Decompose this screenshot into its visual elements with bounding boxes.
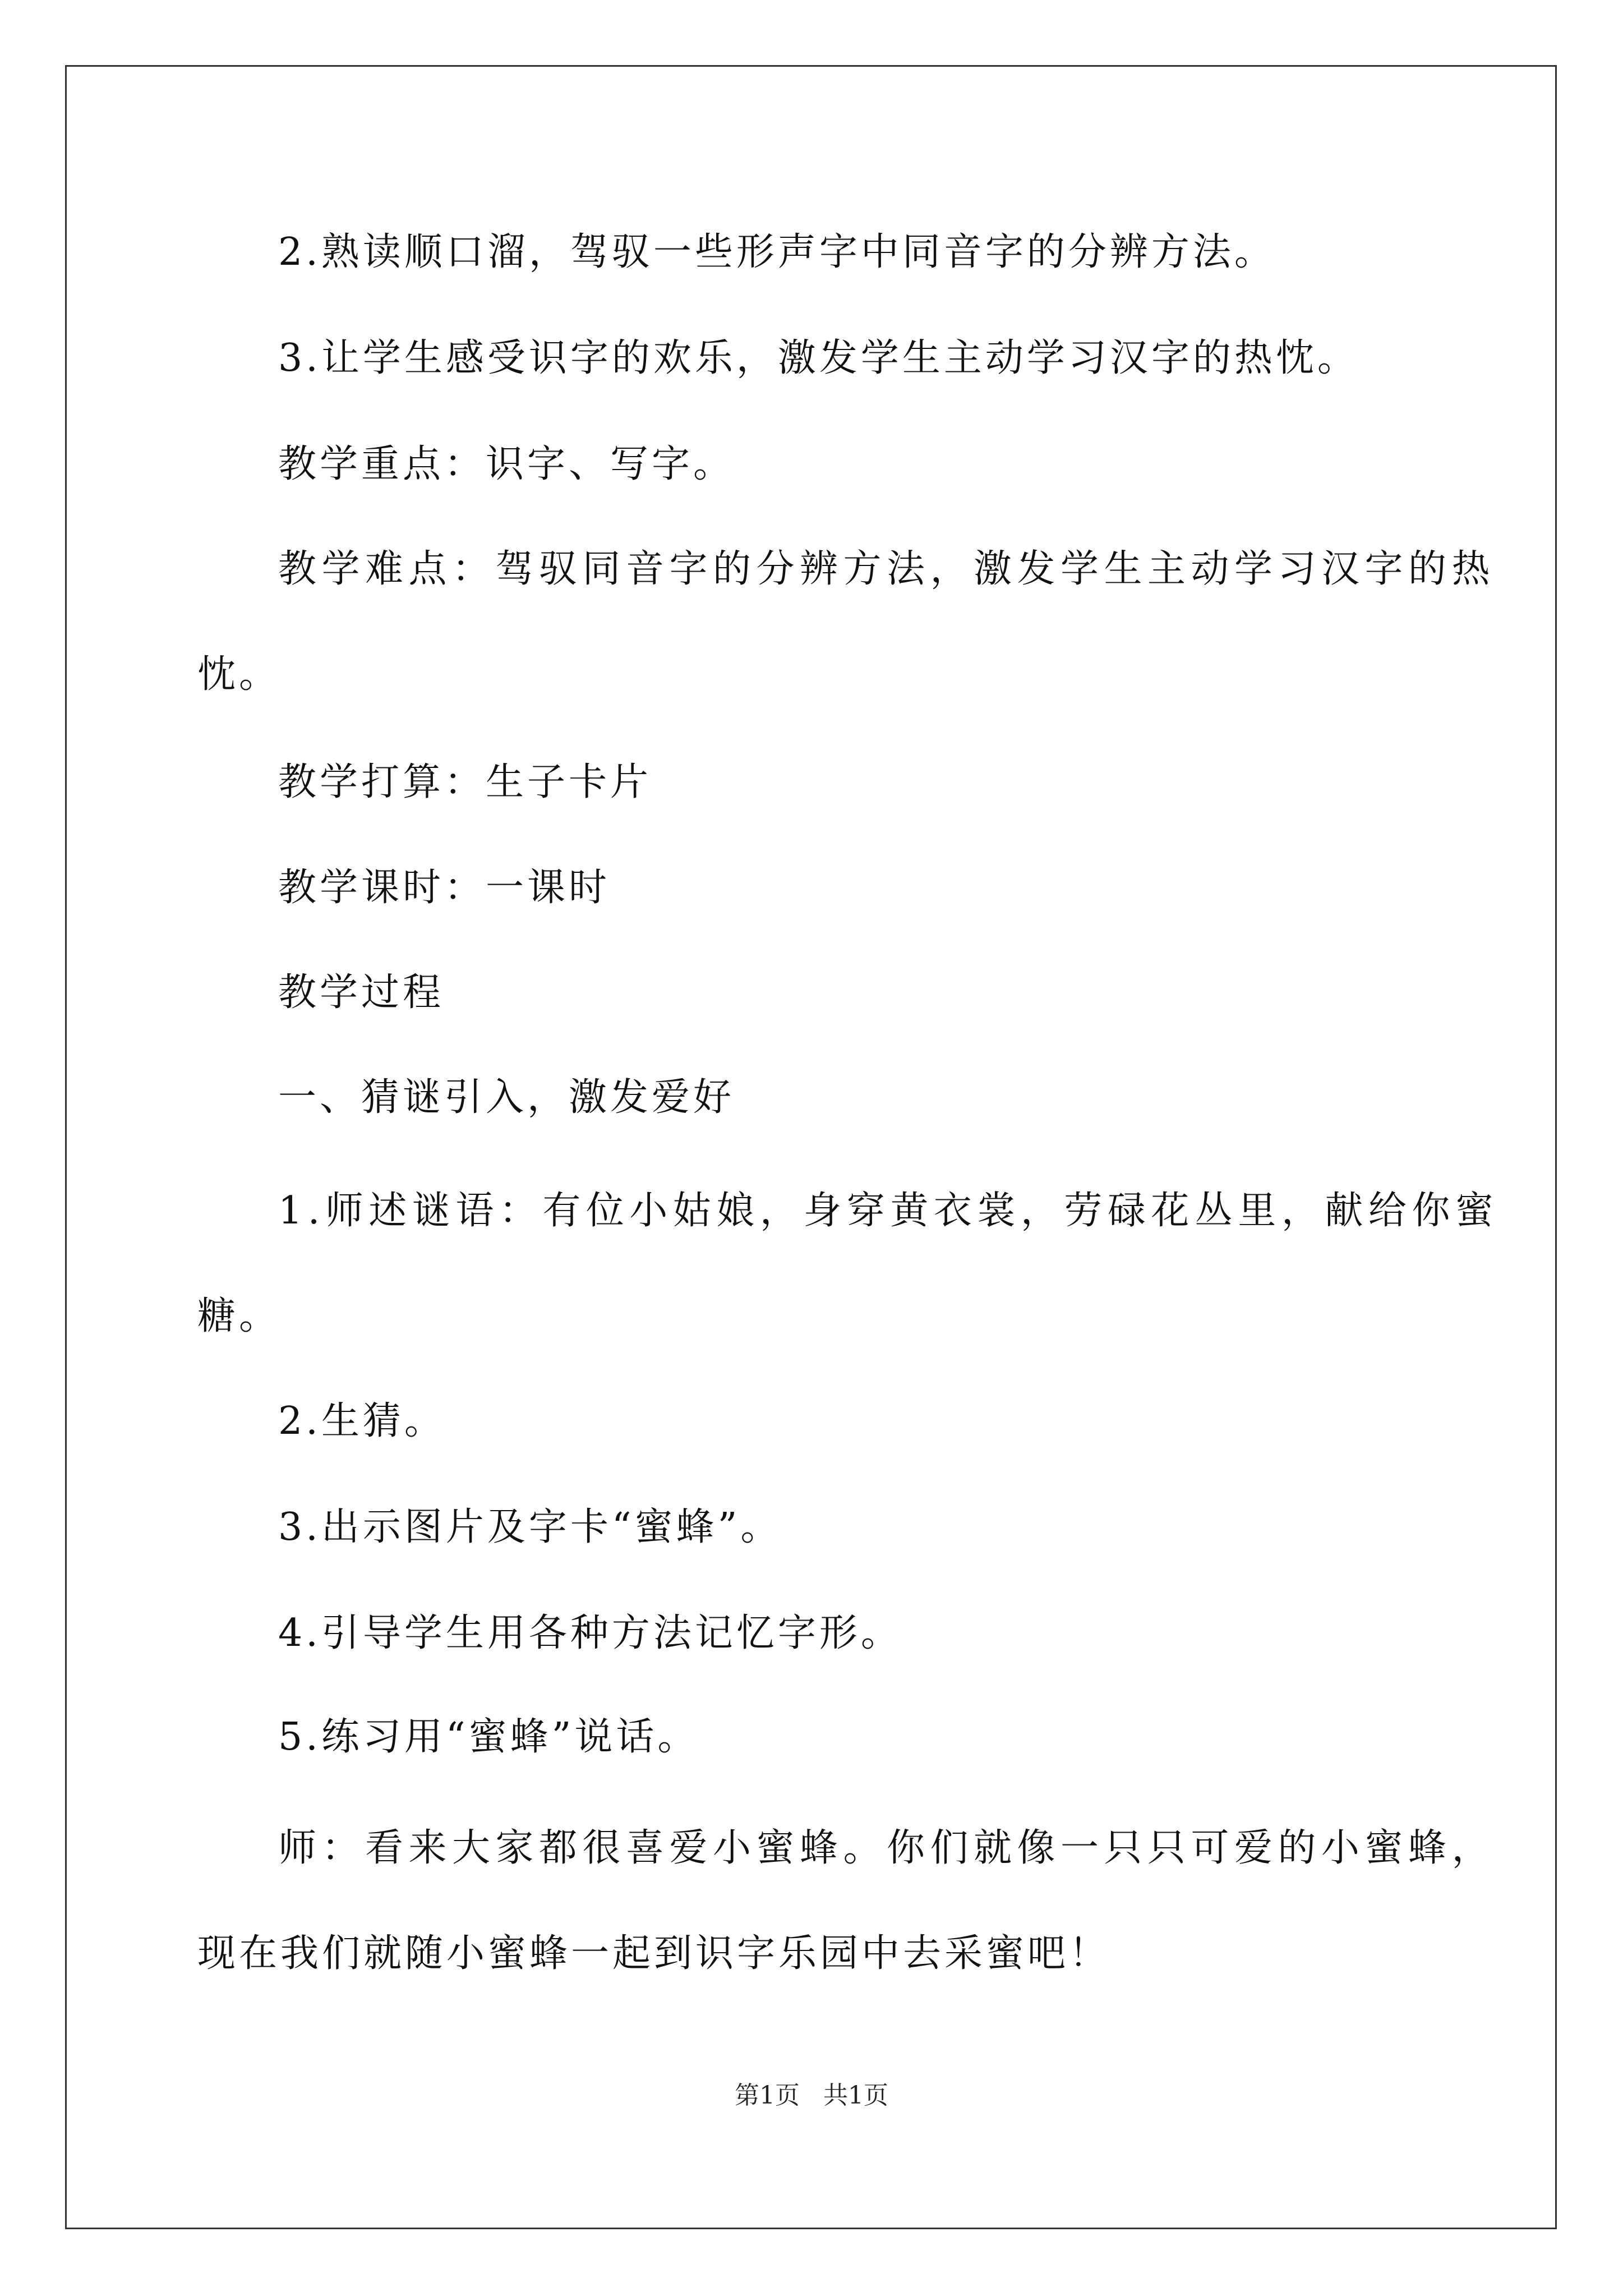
page-total: 共1页 bbox=[823, 2081, 888, 2110]
text-line: 3.让学生感受识字的欢乐，激发学生主动学习汉字的热忱。 bbox=[278, 336, 1359, 380]
text-line: 糖。 bbox=[197, 1294, 281, 1338]
text-line: 教学过程 bbox=[278, 970, 445, 1015]
page-border bbox=[65, 65, 1557, 2229]
text-line: 1.师述谜语：有位小姑娘，身穿黄衣裳，劳碌花丛里，献给你蜜 bbox=[278, 1189, 1499, 1233]
text-line: 师：看来大家都很喜爱小蜜蜂。你们就像一只只可爱的小蜜蜂， bbox=[278, 1826, 1496, 1870]
text-line: 忱。 bbox=[197, 652, 281, 697]
text-line: 教学难点：驾驭同音字的分辨方法，激发学生主动学习汉字的热 bbox=[278, 547, 1496, 591]
page-number: 第1页 bbox=[735, 2081, 800, 2110]
text-line: 教学重点：识字、写字。 bbox=[278, 442, 735, 486]
text-line: 教学打算：生子卡片 bbox=[278, 760, 652, 804]
text-line: 5.练习用“蜜蜂”说话。 bbox=[278, 1715, 699, 1759]
text-line: 4.引导学生用各种方法记忆字形。 bbox=[278, 1611, 902, 1655]
text-line: 一、猜谜引入，激发爱好 bbox=[278, 1075, 735, 1120]
page-footer bbox=[0, 2080, 1623, 2111]
text-line: 2.生猜。 bbox=[278, 1399, 446, 1443]
text-line: 教学课时：一课时 bbox=[278, 866, 611, 910]
text-line: 现在我们就随小蜜蜂一起到识字乐园中去采蜜吧！ bbox=[197, 1931, 1111, 1976]
text-line: 2.熟读顺口溜，驾驭一些形声字中同音字的分辨方法。 bbox=[278, 230, 1276, 274]
text-line: 3.出示图片及字卡“蜜蜂”。 bbox=[278, 1505, 782, 1549]
